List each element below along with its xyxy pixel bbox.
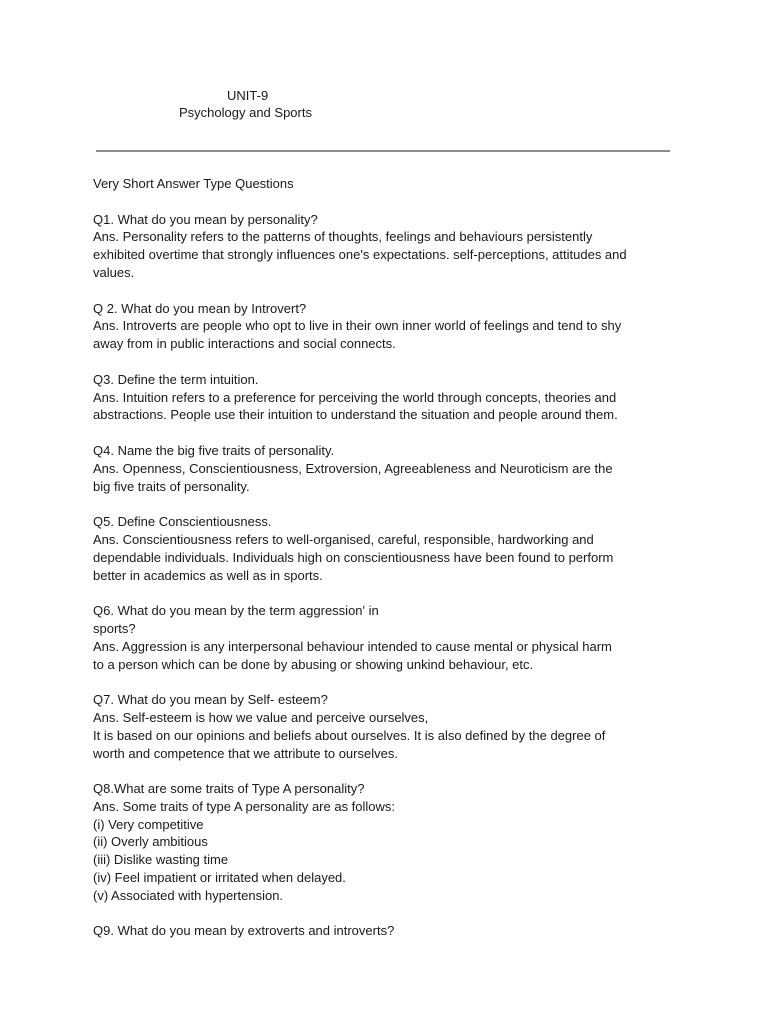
list-item: (i) Very competitive (93, 816, 204, 832)
question-text: Q9. What do you mean by extroverts and introverts? (93, 923, 395, 939)
answer-text: to a person which can be done by abusing or showing unkind behaviour, etc. (93, 656, 534, 672)
question-text: Q 2. What do you mean by Introvert? (93, 300, 307, 316)
question-text: Q5. Define Conscientiousness. (93, 514, 272, 530)
unit-label: UNIT-9 (227, 88, 269, 103)
qa-block-q6 (93, 602, 693, 673)
answer-text: big five traits of personality. (93, 478, 250, 494)
answer-text: It is based on our opinions and beliefs about ourselves. It is also defined by the degree of (93, 727, 606, 743)
list-item: (v) Associated with hypertension. (93, 887, 284, 903)
answer-text: better in academics as well as in sports. (93, 567, 323, 583)
answer-text: abstractions. People use their intuition to understand the situation and people around them. (93, 407, 618, 423)
qa-block-q4 (93, 442, 693, 495)
qa-block-q7 (93, 691, 693, 762)
question-text: Q4. Name the big five traits of personality. (93, 442, 335, 458)
answer-text: Ans. Personality refers to the patterns of thoughts, feelings and behaviours persistently (93, 229, 593, 245)
question-text: sports? (93, 620, 136, 636)
qa-block-q1 (93, 211, 693, 282)
horizontal-divider (96, 150, 670, 152)
qa-block-q9 (93, 922, 693, 940)
qa-block-q2 (93, 300, 693, 353)
qa-block-q8 (93, 780, 693, 905)
unit-title: Psychology and Sports (179, 105, 312, 120)
answer-text: worth and competence that we attribute to ourselves. (93, 745, 398, 761)
question-text: Q6. What do you mean by the term aggression' in (93, 603, 379, 619)
list-item: (ii) Overly ambitious (93, 834, 208, 850)
answer-text: Ans. Openness, Conscientiousness, Extroversion, Agreeableness and Neuroticism are the (93, 460, 613, 476)
qa-block-q3 (93, 371, 693, 424)
answer-text: values. (93, 264, 135, 280)
section-heading-block (93, 175, 693, 193)
answer-text: away from in public interactions and social connects. (93, 336, 396, 352)
question-text: Q1. What do you mean by personality? (93, 211, 318, 227)
question-text: Q7. What do you mean by Self- esteem? (93, 692, 328, 708)
answer-text: dependable individuals. Individuals high on conscientiousness have been found to perform (93, 549, 614, 565)
answer-text: Ans. Conscientiousness refers to well-organised, careful, responsible, hardworking and (93, 531, 594, 547)
question-text: Q3. Define the term intuition. (93, 371, 259, 387)
question-text: Q8.What are some traits of Type A personality? (93, 781, 365, 797)
answer-text: Ans. Aggression is any interpersonal behaviour intended to cause mental or physical harm (93, 638, 612, 654)
list-item: (iii) Dislike wasting time (93, 852, 229, 868)
answer-text: Ans. Intuition refers to a preference for perceiving the world through concepts, theories and (93, 389, 617, 405)
answer-text: Ans. Introverts are people who opt to live in their own inner world of feelings and tend to shy (93, 318, 622, 334)
answer-text: exhibited overtime that strongly influences one's expectations. self-perceptions, attitudes and (93, 247, 627, 263)
answer-text: Ans. Self-esteem is how we value and perceive ourselves, (93, 709, 429, 725)
document-body (93, 175, 693, 958)
list-item: (iv) Feel impatient or irritated when delayed. (93, 870, 346, 886)
answer-text: Ans. Some traits of type A personality are as follows: (93, 798, 396, 814)
section-heading: Very Short Answer Type Questions (93, 176, 294, 191)
qa-block-q5 (93, 513, 693, 584)
